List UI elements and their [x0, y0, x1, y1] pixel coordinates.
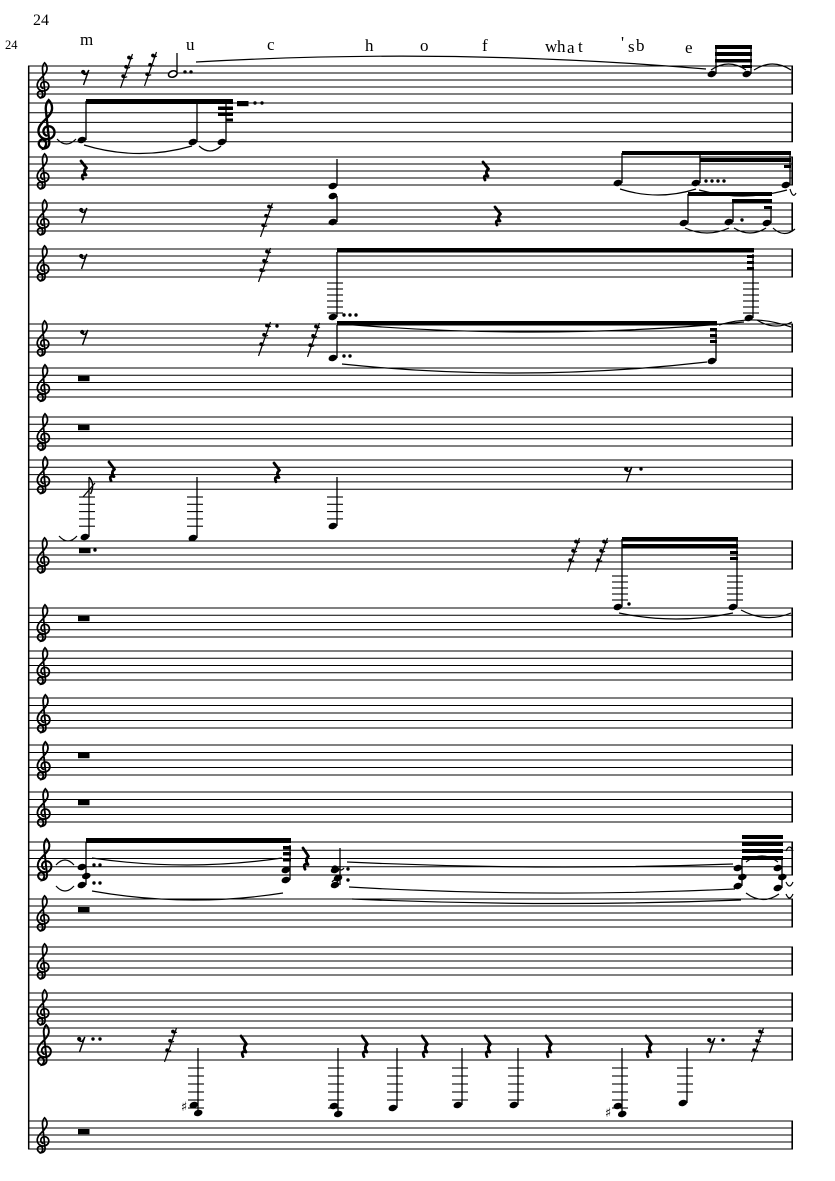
- quarter-rest: [546, 1036, 552, 1057]
- slur: [349, 887, 735, 893]
- augmentation-dot: [98, 863, 101, 866]
- staff-5: [28, 246, 793, 332]
- eighth-rest: [79, 254, 83, 258]
- notehead: [330, 881, 340, 890]
- tie: [56, 886, 74, 891]
- eighth-rest: [77, 1037, 81, 1041]
- augmentation-dot: [91, 1037, 94, 1040]
- quarter-rest: [241, 1036, 247, 1057]
- notehead: [777, 873, 787, 882]
- tie: [741, 610, 791, 618]
- tie: [786, 882, 793, 886]
- tie: [790, 189, 796, 195]
- quarter-rest: [274, 463, 280, 482]
- staff-19: [28, 990, 793, 1025]
- eighth-rest: [80, 330, 84, 334]
- staff-14: [28, 742, 793, 780]
- staff-9: [28, 457, 793, 542]
- whole-rest: [78, 1129, 90, 1134]
- quarter-rest: [109, 462, 115, 481]
- tie: [56, 860, 74, 865]
- augmentation-dot: [346, 867, 349, 870]
- augmentation-dot: [346, 878, 349, 881]
- treble-clef-icon: [38, 839, 52, 880]
- lyric-syllable-0: m: [80, 30, 94, 49]
- slur: [619, 613, 733, 619]
- beam: [732, 199, 772, 203]
- quarter-rest: [362, 1036, 368, 1057]
- staff-12: [28, 648, 793, 684]
- beam: [86, 99, 233, 104]
- treble-clef-icon: [37, 742, 49, 780]
- staff-3: [28, 151, 796, 196]
- notehead: [193, 1109, 203, 1118]
- augmentation-dot: [740, 218, 743, 221]
- treble-clef-icon: [37, 695, 49, 733]
- beam: [742, 849, 783, 853]
- whole-rest: [78, 800, 90, 805]
- staff-15: [28, 789, 793, 827]
- measure-number-top: 24: [33, 12, 49, 29]
- lyric-syllable-10: ': [621, 33, 625, 52]
- treble-clef-icon: [38, 1025, 51, 1065]
- slur: [84, 145, 192, 154]
- beam: [715, 45, 752, 49]
- staff-18: [28, 944, 793, 979]
- staff-8: [28, 414, 793, 450]
- notehead: [333, 1110, 343, 1119]
- lyric-syllable-13: e: [685, 38, 693, 57]
- tie: [59, 536, 77, 541]
- augmentation-dot: [92, 881, 95, 884]
- lyric-syllable-11: s: [628, 37, 635, 56]
- staff-16: [28, 835, 793, 904]
- augmentation-dot: [342, 313, 345, 316]
- eighth-rest: [79, 208, 83, 212]
- slur: [352, 899, 741, 904]
- lyric-syllable-9: t: [578, 37, 583, 56]
- whole-rest: [78, 753, 90, 758]
- augmentation-dot: [189, 70, 192, 73]
- augmentation-dot: [627, 602, 630, 605]
- quarter-rest: [422, 1036, 428, 1057]
- beam: [700, 158, 791, 162]
- staff-6: [28, 320, 793, 373]
- quarter-rest: [646, 1036, 652, 1057]
- augmentation-dot: [348, 313, 351, 316]
- augmentation-dot: [253, 101, 256, 104]
- beam: [688, 192, 772, 196]
- sharp-accidental: ♯: [180, 1100, 188, 1115]
- beam: [86, 838, 291, 843]
- beam: [622, 151, 791, 155]
- lyric-syllable-12: b: [636, 36, 645, 55]
- augmentation-dot: [348, 354, 351, 357]
- augmentation-dot: [260, 101, 263, 104]
- lyric-syllable-5: f: [482, 36, 488, 55]
- beam: [622, 537, 738, 541]
- half-rest: [79, 548, 91, 553]
- lyric-syllable-3: h: [365, 36, 374, 55]
- lyric-syllable-4: o: [420, 36, 429, 55]
- slur: [196, 56, 706, 69]
- beam: [337, 321, 717, 326]
- augmentation-dot: [92, 863, 95, 866]
- beam: [622, 544, 738, 548]
- lyric-syllable-7: h: [557, 37, 566, 56]
- eighth-rest: [624, 467, 628, 471]
- staff-4: [28, 192, 795, 237]
- augmentation-dot: [342, 354, 345, 357]
- quarter-rest: [485, 1036, 491, 1057]
- augmentation-dot: [354, 313, 357, 316]
- slur: [620, 189, 696, 195]
- augmentation-dot: [710, 179, 713, 182]
- lyric-syllable-8: a: [567, 38, 575, 57]
- notehead: [737, 873, 747, 882]
- tie: [199, 146, 221, 151]
- augmentation-dot: [639, 467, 642, 470]
- augmentation-dot: [722, 179, 725, 182]
- staff-11: [28, 605, 793, 641]
- beam: [742, 842, 783, 846]
- staff-1: [28, 45, 793, 98]
- beam: [715, 59, 752, 63]
- tie: [786, 894, 793, 898]
- augmentation-dot: [704, 179, 707, 182]
- whole-rest: [78, 376, 90, 381]
- half-rest: [237, 101, 249, 106]
- whole-rest: [78, 425, 90, 430]
- beam: [742, 835, 783, 839]
- beam: [715, 52, 752, 56]
- augmentation-dot: [721, 1038, 724, 1041]
- staff-13: [28, 695, 793, 733]
- tie: [754, 64, 791, 70]
- whole-rest: [78, 907, 90, 912]
- staff-21: [28, 1118, 793, 1153]
- eighth-rest: [81, 70, 85, 74]
- treble-clef-icon: [37, 789, 49, 827]
- slur: [92, 858, 282, 865]
- eighth-rest: [707, 1038, 711, 1042]
- augmentation-dot: [93, 548, 96, 551]
- lyric-syllable-2: c: [267, 35, 275, 54]
- augmentation-dot: [98, 1037, 101, 1040]
- augmentation-dot: [98, 881, 101, 884]
- whole-rest: [78, 616, 90, 621]
- augmentation-dot: [183, 70, 186, 73]
- augmentation-dot: [716, 179, 719, 182]
- lyric-syllable-6: w: [545, 37, 558, 56]
- beam: [337, 248, 754, 253]
- notehead: [168, 70, 178, 79]
- lyric-syllable-1: u: [186, 35, 195, 54]
- staff-2: [28, 99, 793, 154]
- notehead: [617, 1110, 627, 1119]
- beam: [226, 119, 233, 122]
- measure-number-left: 24: [5, 38, 18, 52]
- sharp-accidental: ♯: [604, 1106, 612, 1121]
- staff-10: [28, 537, 793, 619]
- augmentation-dot: [275, 324, 278, 327]
- notehead: [81, 872, 91, 881]
- staff-20: [28, 1025, 793, 1121]
